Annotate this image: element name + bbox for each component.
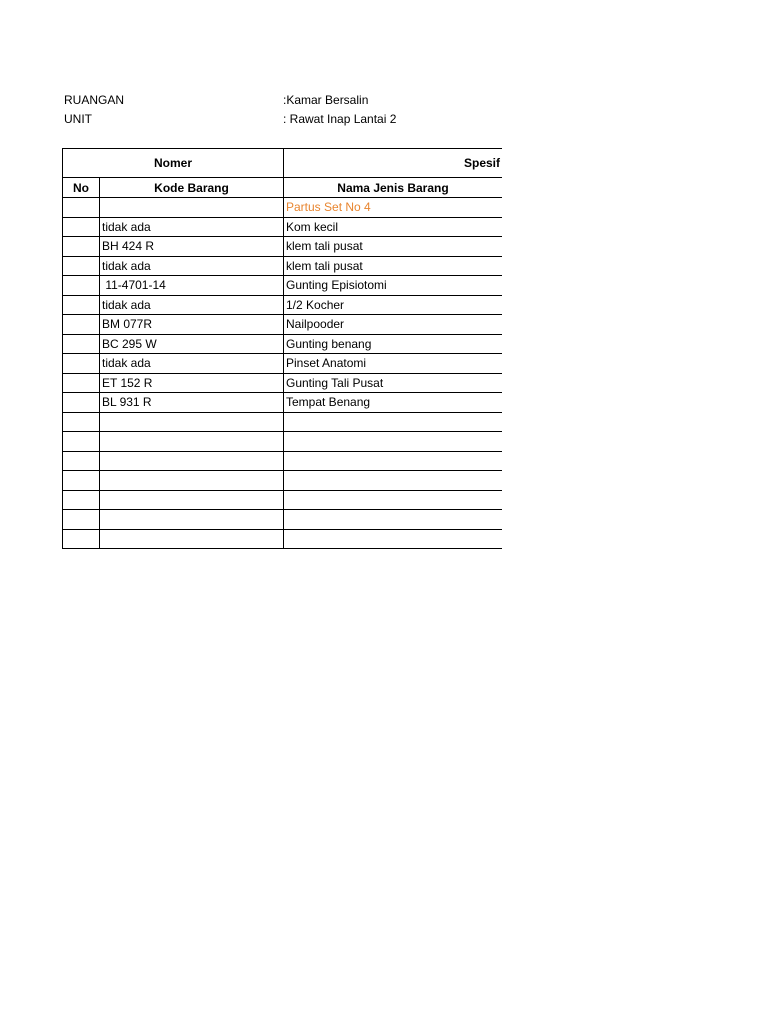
cell-nama-jenis-barang xyxy=(284,510,503,530)
cell-nama-jenis-barang: Gunting Tali Pusat xyxy=(284,373,503,393)
table-row xyxy=(63,490,503,510)
cell-kode-barang: BC 295 W xyxy=(100,334,284,354)
cell-nama-jenis-barang xyxy=(284,471,503,491)
table-row xyxy=(63,276,503,296)
cell-nama-jenis-barang: Nailpooder xyxy=(284,315,503,335)
cell-no xyxy=(63,217,100,237)
cell-kode-barang xyxy=(100,510,284,530)
cell-nama-jenis-barang: Partus Set No 4 xyxy=(284,198,503,218)
cell-no xyxy=(63,432,100,452)
table-row xyxy=(63,295,503,315)
cell-no xyxy=(63,451,100,471)
cell-kode-barang: BL 931 R xyxy=(100,393,284,413)
cell-no xyxy=(63,510,100,530)
unit-value: : Rawat Inap Lantai 2 xyxy=(283,112,397,126)
table-row xyxy=(63,432,503,452)
cell-nama-jenis-barang: Tempat Benang xyxy=(284,393,503,413)
cell-no xyxy=(63,276,100,296)
cell-nama-jenis-barang: Kom kecil xyxy=(284,217,503,237)
table-row xyxy=(63,529,503,549)
cell-nama-jenis-barang xyxy=(284,412,503,432)
cell-no xyxy=(63,471,100,491)
table-row xyxy=(63,471,503,491)
inventory-table xyxy=(62,148,502,549)
table-row xyxy=(63,198,503,218)
cell-no xyxy=(63,529,100,549)
cell-kode-barang xyxy=(100,198,284,218)
table-row xyxy=(63,217,503,237)
cell-nama-jenis-barang: 1/2 Kocher xyxy=(284,295,503,315)
table-row xyxy=(63,412,503,432)
cell-kode-barang: tidak ada xyxy=(100,256,284,276)
group-header-nomer: Nomer xyxy=(63,149,284,178)
cell-nama-jenis-barang xyxy=(284,490,503,510)
cell-kode-barang: tidak ada xyxy=(100,217,284,237)
cell-no xyxy=(63,412,100,432)
cell-kode-barang xyxy=(100,412,284,432)
cell-nama-jenis-barang: Pinset Anatomi xyxy=(284,354,503,374)
cell-nama-jenis-barang: Gunting Episiotomi xyxy=(284,276,503,296)
cell-no xyxy=(63,315,100,335)
table-row xyxy=(63,393,503,413)
cell-no xyxy=(63,334,100,354)
ruangan-label: RUANGAN xyxy=(64,93,125,107)
cell-no xyxy=(63,198,100,218)
group-header-spesifikasi: Spesif xyxy=(284,149,503,178)
ruangan-value: :Kamar Bersalin xyxy=(283,93,369,107)
cell-no xyxy=(63,295,100,315)
cell-no xyxy=(63,256,100,276)
cell-nama-jenis-barang xyxy=(284,432,503,452)
table-row xyxy=(63,256,503,276)
unit-label: UNIT xyxy=(64,112,92,126)
cell-nama-jenis-barang xyxy=(284,529,503,549)
cell-kode-barang xyxy=(100,432,284,452)
cell-no xyxy=(63,354,100,374)
table-row xyxy=(63,315,503,335)
cell-kode-barang: tidak ada xyxy=(100,295,284,315)
column-header-kode: Kode Barang xyxy=(100,178,284,198)
cell-no xyxy=(63,237,100,257)
cell-kode-barang xyxy=(100,490,284,510)
cell-kode-barang xyxy=(100,471,284,491)
table-row xyxy=(63,373,503,393)
cell-nama-jenis-barang: klem tali pusat xyxy=(284,237,503,257)
cell-kode-barang: tidak ada xyxy=(100,354,284,374)
column-header-nama: Nama Jenis Barang xyxy=(284,178,503,198)
column-header-row xyxy=(63,178,503,198)
table-row xyxy=(63,354,503,374)
cell-kode-barang: ET 152 R xyxy=(100,373,284,393)
table-row xyxy=(63,334,503,354)
cell-kode-barang: 11-4701-14 xyxy=(100,276,284,296)
column-header-no: No xyxy=(63,178,100,198)
cell-kode-barang xyxy=(100,451,284,471)
cell-nama-jenis-barang: Gunting benang xyxy=(284,334,503,354)
table-row xyxy=(63,451,503,471)
cell-kode-barang: BH 424 R xyxy=(100,237,284,257)
table-row xyxy=(63,510,503,530)
cell-nama-jenis-barang: klem tali pusat xyxy=(284,256,503,276)
cell-kode-barang xyxy=(100,529,284,549)
cell-kode-barang: BM 077R xyxy=(100,315,284,335)
cell-no xyxy=(63,490,100,510)
cell-nama-jenis-barang xyxy=(284,451,503,471)
cell-no xyxy=(63,373,100,393)
table-row xyxy=(63,237,503,257)
group-header-row xyxy=(63,149,503,178)
cell-no xyxy=(63,393,100,413)
